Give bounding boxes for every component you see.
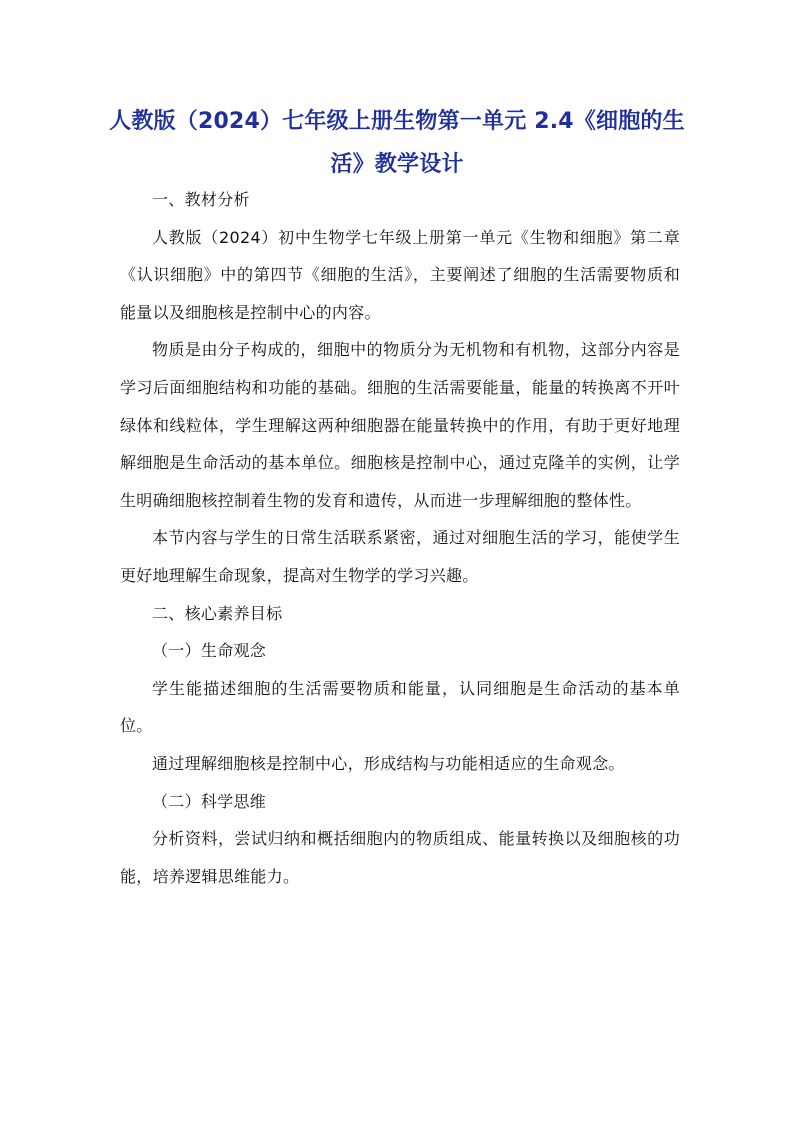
subsection-heading-scientific-thinking: （二）科学思维 <box>152 791 267 811</box>
section-heading-textbook-analysis: 一、教材分析 <box>152 190 250 209</box>
paragraph: 学生能描述细胞的生活需要物质和能量，认同细胞是生命活动的基本单位。 <box>120 678 680 736</box>
subsection-heading-life-concept: （一）生命观念 <box>152 641 267 661</box>
section-heading-core-literacy-goals: 二、核心素养目标 <box>152 603 283 623</box>
paragraph: 分析资料，尝试归纳和概括细胞内的物质组成、能量转换以及细胞核的功能，培养逻辑思维能力。 <box>120 829 680 886</box>
document-title: 人教版（2024）七年级上册生物第一单元 2.4《细胞的生活》教学设计 <box>109 109 685 177</box>
document-body <box>120 181 680 895</box>
paragraph: 本节内容与学生的日常生活联系紧密，通过对细胞生活的学习，能使学生更好地理解生命现象，提高对生物学的学习兴趣。 <box>120 528 680 585</box>
paragraph: 物质是由分子构成的，细胞中的物质分为无机物和有机物，这部分内容是学习后面细胞结构和功能的基础。细胞的生活需要能量，能量的转换离不开叶绿体和线粒体，学生理解这两种细胞器在能量转换中的作用，有助于更好地理解细胞是生命活动的基本单位。细胞核是控制中心，通过克隆羊的实例，让学生明确细胞核控制着生物的发育和遗传，从而进一步理解细胞的整体性。 <box>120 340 680 510</box>
paragraph: 通过理解细胞核是控制中心，形成结构与功能相适应的生命观念。 <box>152 753 625 773</box>
paragraph: 人教版（2024）初中生物学七年级上册第一单元《生物和细胞》第二章《认识细胞》中的第四节《细胞的生活》，主要阐述了细胞的生活需要物质和能量以及细胞核是控制中心的内容。 <box>120 227 680 322</box>
